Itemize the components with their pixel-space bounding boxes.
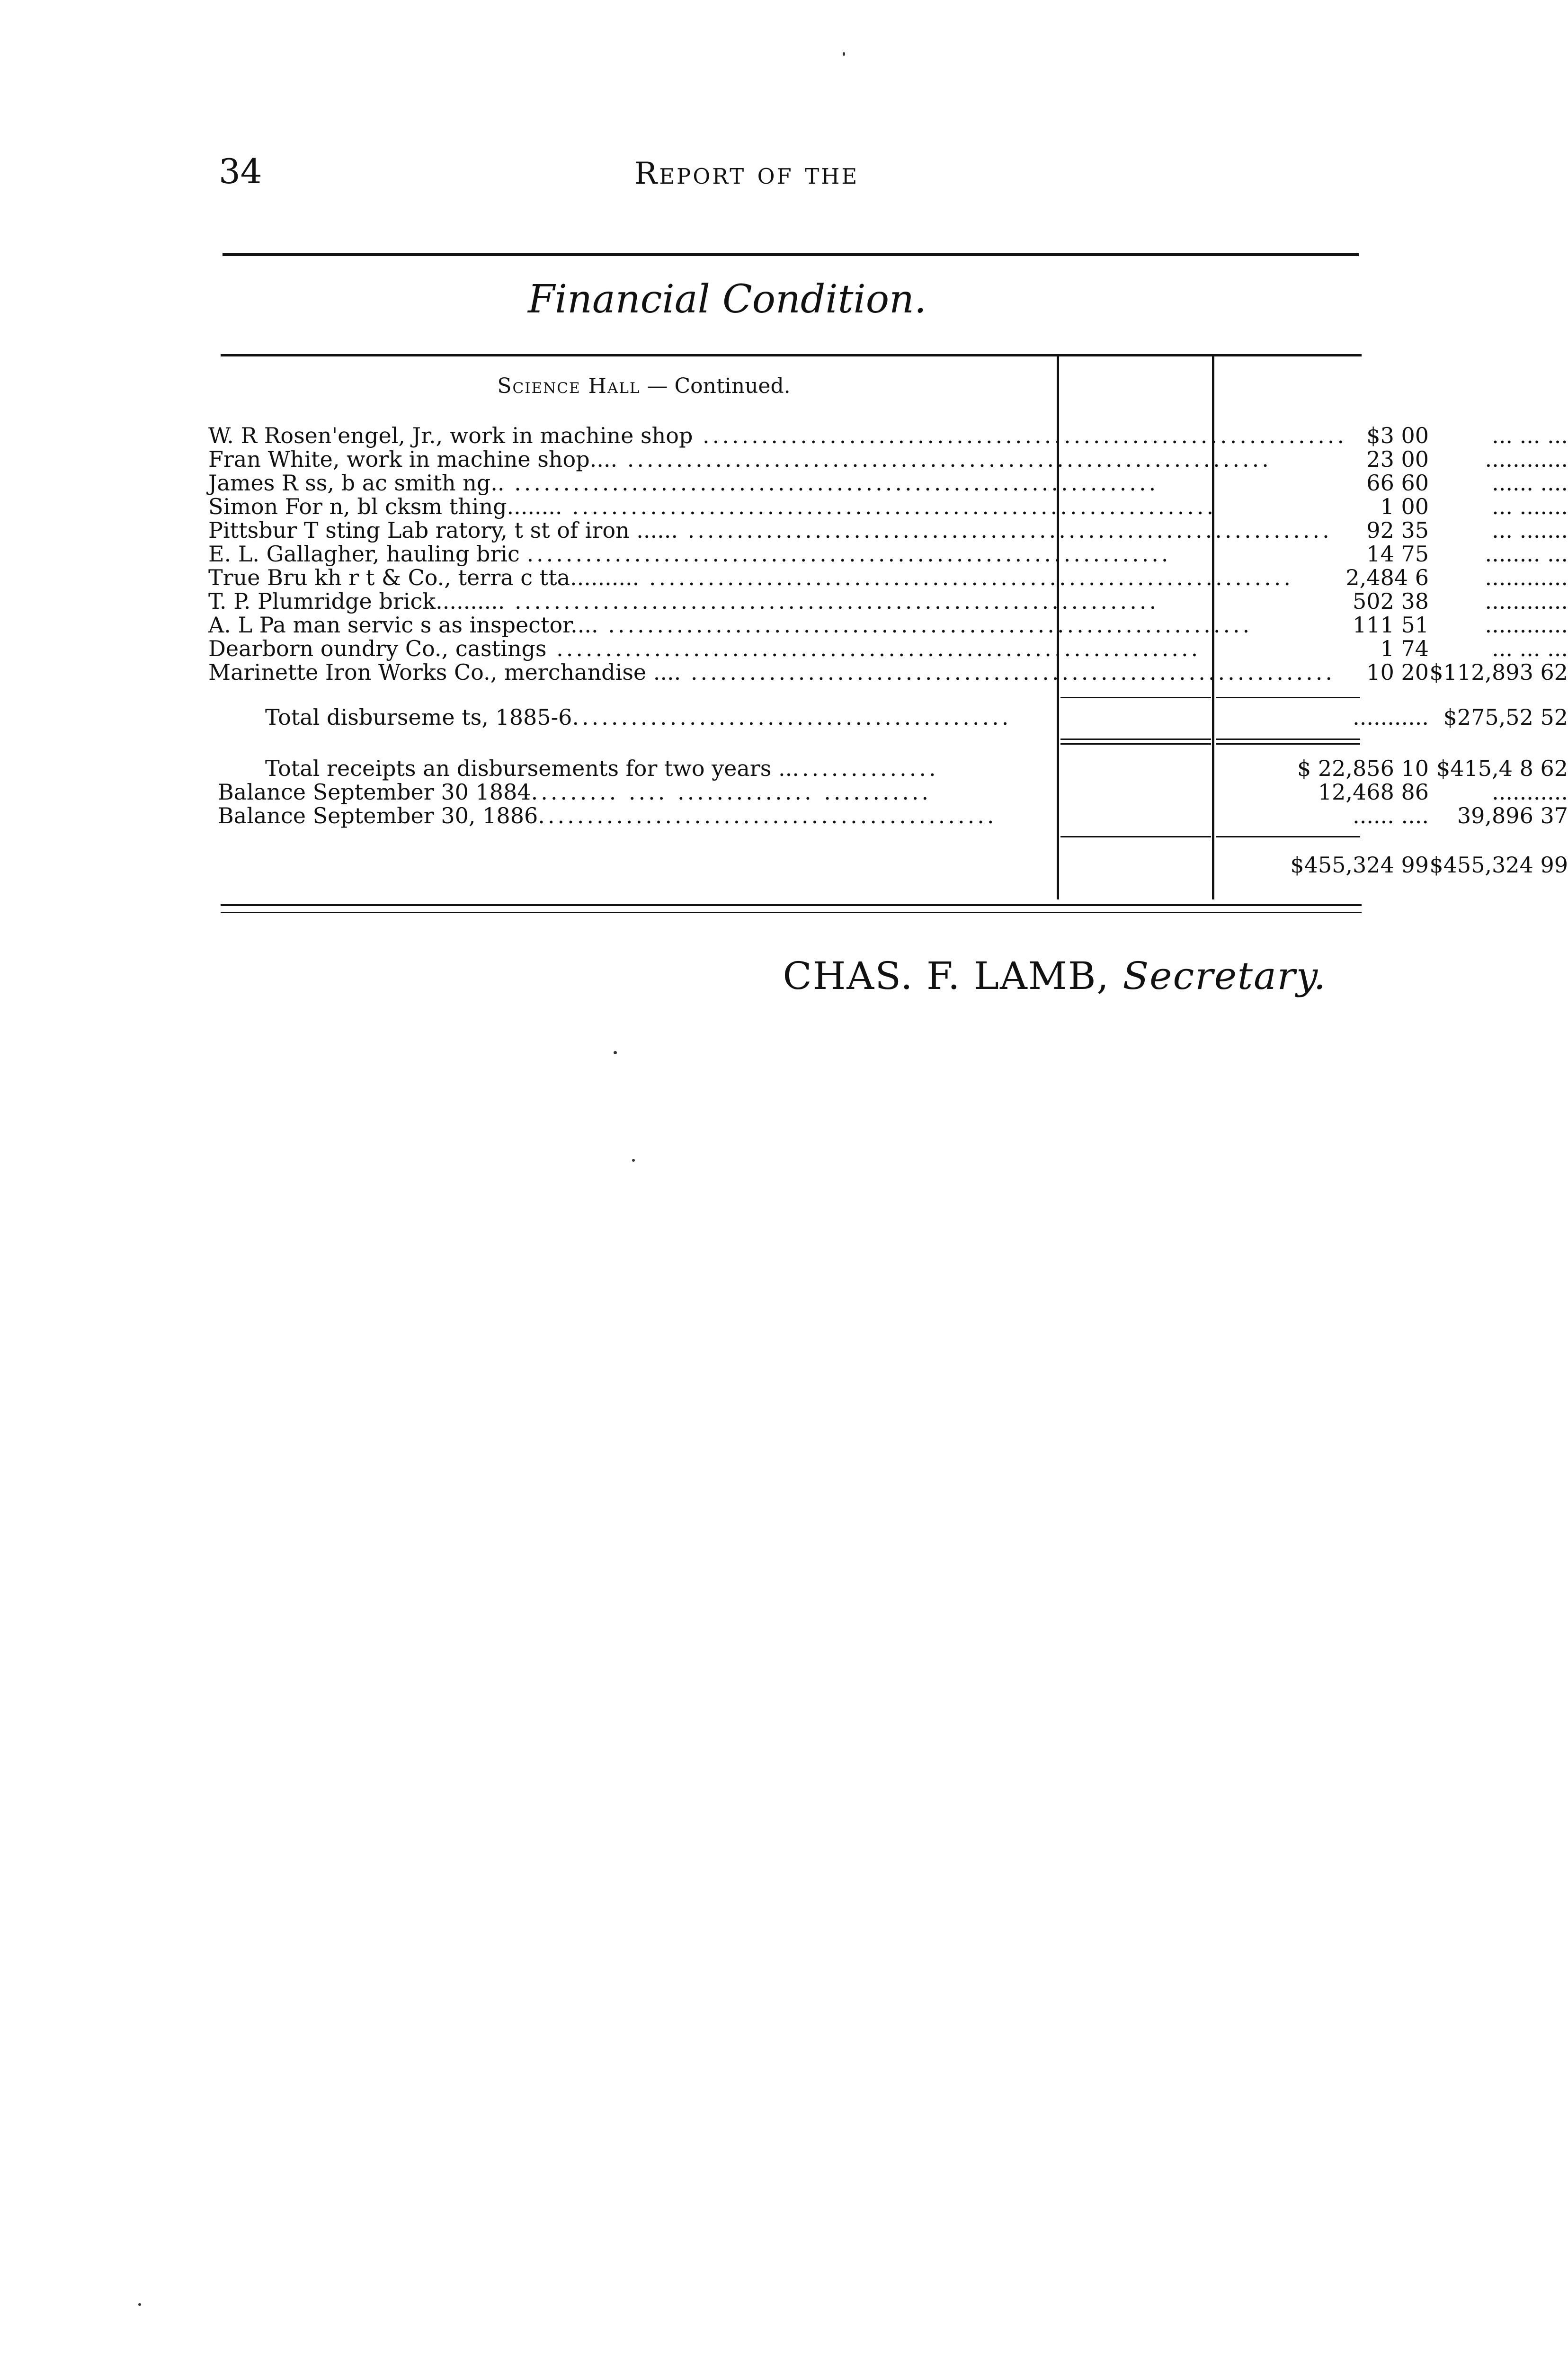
signature-name: CHAS. F. LAMB, [783,954,1110,998]
table-row [208,541,1568,567]
totals-label-3: Balance September 30, 1886 [218,803,538,828]
totals-row-2 [208,779,1568,805]
scan-speck [614,1051,617,1054]
dbl-rule-col1-a [1060,739,1211,740]
scan-speck [632,1159,635,1162]
leader-dots: .................................................................. [526,541,1171,567]
row-col2-amount: ............ [1485,446,1568,472]
row-label: True Bru kh r t & Co., terra c tta.......... [208,565,640,590]
row-col2-amount: ... ... ... [1492,636,1568,661]
row-label: E. L. Gallagher, hauling bric [208,541,527,567]
totals-col1-1: $ 22,856 10 [1297,756,1429,781]
row-description [208,636,1201,661]
grand-total-col1: $455,324 99 [1290,852,1429,878]
row-col1-amount: 23 00 [1366,446,1429,472]
scan-speck [138,2303,141,2306]
table-row [208,636,1568,661]
table-row [208,470,1568,496]
row-col2-amount: ............ [1485,565,1568,590]
table-row [208,612,1568,638]
row-description [208,446,1272,472]
totals-col1-3: ...... .... [1353,803,1429,828]
leader-dots: .................................................................. [678,517,1332,543]
table-row [208,446,1568,472]
row-label: Dearborn oundry Co., castings [208,636,547,661]
row-description [208,517,1332,543]
leader-dots: .................................................................. [562,494,1217,519]
leader-dots: ......... .... .............. ........... [531,779,932,805]
row-col2-amount: ... ... ... [1492,423,1568,448]
table-row [208,588,1568,614]
totals-row-3 [208,803,1568,828]
totals-col2-3: 39,896 37 [1457,803,1568,828]
total-disbursements-label: Total disburseme ts, 1885-6 [265,704,572,730]
row-col1-amount: 92 35 [1366,517,1429,543]
leader-dots: .................................................................. [681,659,1335,685]
signature [783,954,1327,998]
row-label: T. P. Plumridge brick.......... [208,588,505,614]
bottom-rule-2 [221,912,1362,913]
leader-dots: .................................................................. [505,588,1159,614]
row-col1-amount: 2,484 6 [1345,565,1429,590]
dbl-rule-col2-a [1216,739,1360,740]
leader-dots: .................................................................. [639,565,1293,590]
row-col2-amount: ........ ... [1485,541,1568,567]
leader-dots: .................................................................. [617,446,1272,472]
leader-dots: .................................................................. [504,470,1159,496]
totals-col2-2: ........... [1492,779,1568,805]
leader-dots: .................................................................. [598,612,1253,638]
row-label: Marinette Iron Works Co., merchandise .... [208,659,681,685]
rule-before-totals-col2 [1216,697,1360,698]
dbl-rule-col2-b [1216,743,1360,745]
total-disbursements-col2: $275,52 52 [1443,704,1568,730]
row-description [208,470,1159,496]
dbl-rule-col1-b [1060,743,1211,745]
row-label: James R ss, b ac smith ng.. [208,470,505,496]
rule-before-grand-total-col1 [1060,836,1211,837]
table-subheading [237,374,1051,398]
totals-label-1: Total receipts an disbursements for two years .. [265,756,793,781]
rule-before-grand-total-col2 [1216,836,1360,837]
page-number: 34 [219,151,262,191]
row-description [208,612,1253,638]
table-row [208,517,1568,543]
title-rule [221,354,1362,356]
row-label: W. R Rosen'engel, Jr., work in machine shop [208,423,693,448]
row-description [208,541,1171,567]
row-col1-amount: 502 38 [1353,588,1429,614]
row-description [208,659,1335,685]
row-col2-amount: ... ....... [1492,517,1568,543]
scan-speck [843,52,845,56]
totals-label-2: Balance September 30 1884 [218,779,531,805]
subheading-prefix: Science Hall [497,374,641,398]
row-col2-amount: ... ....... [1492,494,1568,519]
table-row [208,494,1568,519]
row-col1-amount: 10 20 [1366,659,1429,685]
total-disbursements-row [208,704,1568,730]
row-col1-amount: 66 60 [1366,470,1429,496]
row-col2-amount: ...... .... [1492,470,1568,496]
totals-col1-2: 12,468 86 [1318,779,1429,805]
grand-total-col2: $455,324 99 [1429,852,1568,878]
row-label: Fran White, work in machine shop.... [208,446,618,472]
row-description [208,494,1217,519]
row-col1-amount: 1 00 [1380,494,1429,519]
row-label: Simon For n, bl cksm thing........ [208,494,562,519]
total-disbursements-col1: ........... [1353,704,1429,730]
totals-row-1 [208,756,1568,781]
running-head: Report of the [634,156,859,191]
row-col1-amount: $3 00 [1366,423,1429,448]
row-col2-amount: ............ [1485,588,1568,614]
row-label: A. L Pa man servic s as inspector.... [208,612,598,638]
leader-dots: ............................................... [538,803,997,828]
leader-dots: ............................................. [572,704,1012,730]
leader-dots: ............... [792,756,939,781]
table-row [208,659,1568,685]
signature-title: Secretary. [1123,954,1327,998]
leader-dots: .................................................................. [693,423,1347,448]
table-row [208,423,1568,448]
row-col2-amount: ............ [1485,612,1568,638]
rule-before-totals-col1 [1060,697,1211,698]
leader-dots: .................................................................. [546,636,1201,661]
bottom-rule-1 [221,904,1362,906]
section-title: Financial Condition. [527,277,927,322]
row-description [208,423,1347,448]
subheading-suffix: — Continued. [640,374,791,398]
row-col2-amount: $112,893 62 [1429,659,1568,685]
row-description [208,565,1293,590]
row-col1-amount: 14 75 [1366,541,1429,567]
top-rule [223,253,1359,256]
totals-col2-1: $415,4 8 62 [1436,756,1568,781]
row-description [208,588,1159,614]
row-label: Pittsbur T sting Lab ratory, t st of iron ...... [208,517,678,543]
table-row [208,565,1568,590]
grand-total-row [208,852,1568,878]
row-col1-amount: 1 74 [1380,636,1429,661]
row-col1-amount: 111 51 [1353,612,1429,638]
